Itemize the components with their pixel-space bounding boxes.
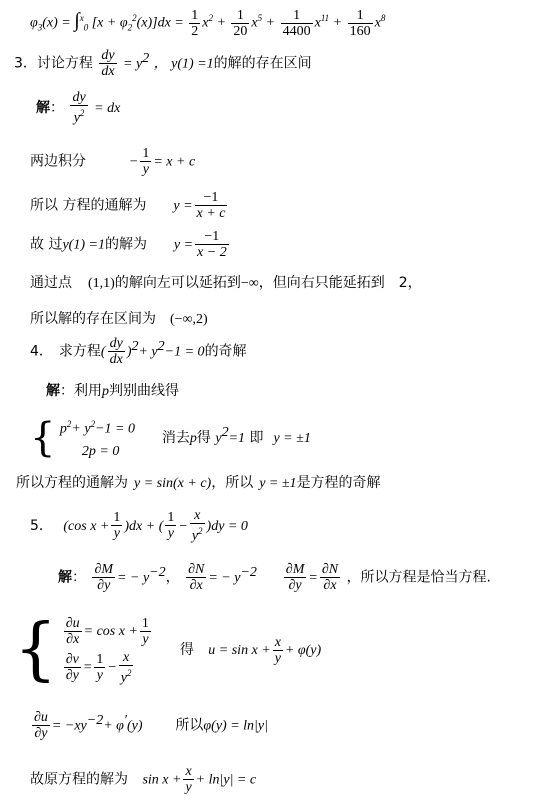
final-solution: 故原方程的解为 sin x + $\frac{x}{y}$ + ln|y| = c xyxy=(30,764,257,795)
discriminant-system: { $p^2+ y^2-1 = 0$ 2p = 0 消去p得 $y^2=1$ 即 y = ±1 xyxy=(30,414,311,461)
fraction: $\frac{\partial M}{\partial y}$ xyxy=(94,562,114,593)
fraction: $\frac{1}{y}$ xyxy=(113,510,121,542)
fraction: $\frac{1}{2}$ xyxy=(191,8,199,39)
solution-3: 解： $\frac{dy}{y^2}$ = dx xyxy=(36,90,121,126)
existence-interval: 所以解的存在区间为 (−∞,2) xyxy=(30,311,208,327)
fraction: $\frac{dy}{dx}$ xyxy=(101,48,115,79)
fraction: $\frac{-1}{x - 2}$ xyxy=(197,229,227,260)
fraction: $\frac{dy}{dx}$ xyxy=(109,336,123,367)
particular-solution: 故 过y(1) =1的解为 y = $\frac{-1}{x - 2}$ xyxy=(30,229,227,260)
solution-4: 解：利用p判别曲线得 xyxy=(46,383,179,399)
fraction: $\frac{-1}{x + c}$ xyxy=(196,190,226,221)
partial-u-y: $\frac{\partial u}{\partial y}$ = $-xy^{-2}+ \varphi'(y)$ 所以φ(y) = ln|y| xyxy=(34,710,268,741)
fraction: $\frac{1}{y}$ xyxy=(142,146,150,177)
left-brace: { xyxy=(30,414,56,461)
exact-system: { $\frac{\partial u}{\partial x}$ = cos x + $\frac{1}{y}$ $\frac{\partial v}{\partial y}$ = $\frac{1}{y}$ − $\frac{x}{y^2}$ 得 u = sin x + $\frac{x}{y}$ + φ(y) xyxy=(14,610,322,690)
fraction: $\frac{\partial N}{\partial x}$ xyxy=(321,562,339,593)
fraction: $\frac{1}{160}$ xyxy=(349,8,371,39)
solution-5: 解： $\frac{\partial M}{\partial y}$ = − $y^{-2}$， $\frac{\partial N}{\partial x}$ = − $y^{-2}$ $\frac{\partial M}{\partial y}$ = $\frac{\partial N}{\partial x}$ ，所以方程是恰当方程. xyxy=(58,562,492,593)
fraction: $\frac{1}{y}$ xyxy=(167,510,175,542)
fraction: $\frac{dy}{y^2}$ xyxy=(72,90,86,126)
integral-formula: $\varphi_3(x) = \int^x_0$ $[x + \varphi_2^2(x)]dx$ = $\frac{1}{2}$ $x^2$ + $\frac{1}{20}$ $x^5$ + $\frac{1}{4400}$ $x^{11}$ + $\frac{1}{160}$ $x^8$ xyxy=(30,8,386,39)
fraction: $\frac{\partial u}{\partial y}$ xyxy=(34,710,48,741)
general-solution: 所以 方程的通解为 y = $\frac{-1}{x + c}$ xyxy=(30,190,226,221)
fraction: $\frac{x}{y^2}$ xyxy=(191,508,203,544)
fraction: $\frac{\partial M}{\partial y}$ xyxy=(285,562,305,593)
left-brace: { xyxy=(14,610,58,690)
fraction: $\frac{\partial N}{\partial x}$ xyxy=(188,562,205,593)
integral-sign: ∫ xyxy=(74,9,80,32)
fraction: $\frac{1}{20}$ xyxy=(233,8,248,39)
extension-statement: 通过点 (1,1)的解向左可以延拓到−∞，但向右只能延拓到 2， xyxy=(30,275,422,291)
integrate-both-sides: 两边积分 − $\frac{1}{y}$ = x + c xyxy=(30,146,196,177)
fraction: $\frac{x}{y}$ xyxy=(185,764,192,795)
fraction: $\frac{1}{4400}$ xyxy=(282,8,311,39)
problem-5: 5． (cos x + $\frac{1}{y}$ )dx + ( $\frac{1}{y}$ − $\frac{x}{y^2}$ )dy = 0 xyxy=(30,508,248,544)
problem-3: 3．讨论方程 $\frac{dy}{dx}$ = $y^2$ ， y(1) =1的解的存在区间 xyxy=(14,48,312,79)
problem-4: 4． 求方程( $\frac{dy}{dx}$ )$^2+ y^2-1 = 0$的奇解 xyxy=(30,336,247,367)
conclusion-4: 所以方程的通解为 y = sin(x + c)，所以 y = ±1是方程的奇解 xyxy=(16,475,381,491)
